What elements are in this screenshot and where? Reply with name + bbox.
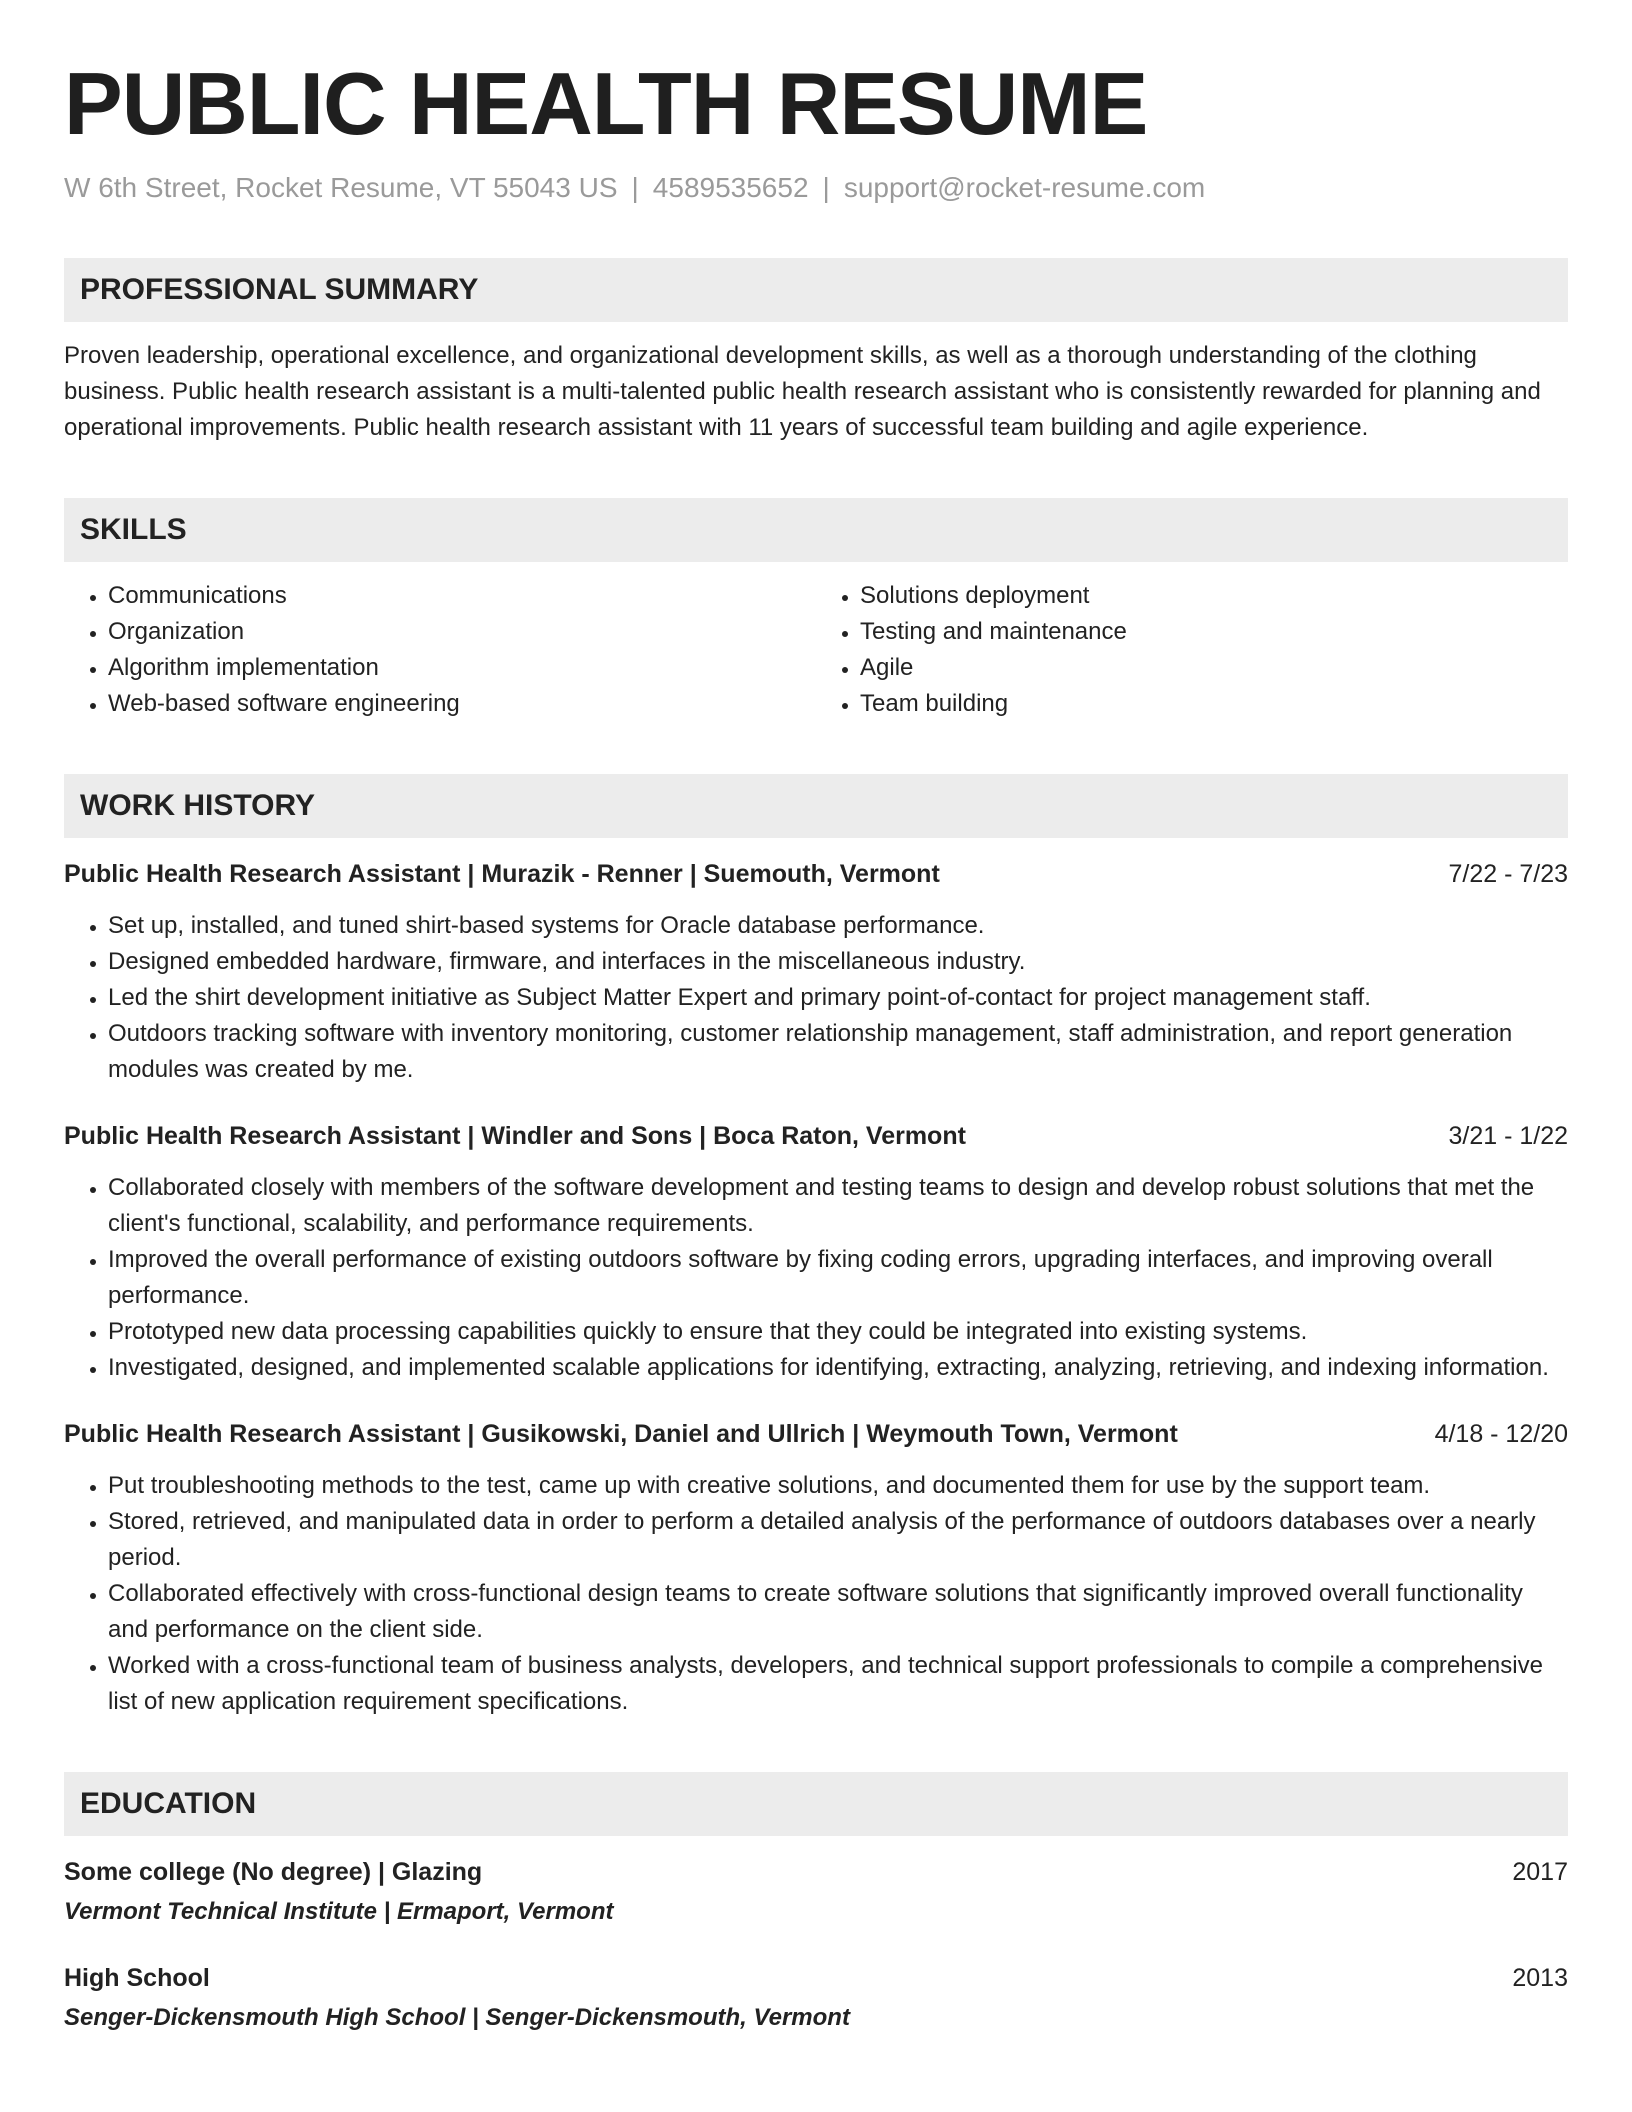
job-title: Public Health Research Assistant | Murazik - Renner | Suemouth, Vermont <box>64 860 940 888</box>
work-heading: WORK HISTORY <box>64 774 1568 838</box>
job-bullet: • Put troubleshooting methods to the test, came up with creative solutions, and documented them for use by the support team. <box>108 1468 1568 1504</box>
job-header <box>64 856 1568 892</box>
job-entry <box>64 1416 1568 1720</box>
job-entry <box>64 856 1568 1088</box>
job-bullets <box>64 908 1568 1088</box>
job-bullet: • Collaborated closely with members of the software development and testing teams to design and develop robust solutions that met the client's functional, scalability, and performance requirements. <box>108 1170 1568 1242</box>
job-header <box>64 1416 1568 1452</box>
summary-text: Proven leadership, operational excellence, and organizational development skills, as well as a thorough understanding of the clothing business. Public health research assistant is a multi-talented public health research assistant who is consistently rewarded for planning and operational improvements. Public health research assistant with 11 years of successful team building and agile experience. <box>64 342 1541 441</box>
job-bullet: • Led the shirt development initiative as Subject Matter Expert and primary point-of-contact for project management staff. <box>108 980 1568 1016</box>
job-title: Public Health Research Assistant | Gusikowski, Daniel and Ullrich | Weymouth Town, Vermont <box>64 1420 1178 1448</box>
job-title: Public Health Research Assistant | Windler and Sons | Boca Raton, Vermont <box>64 1122 966 1150</box>
education-school: Senger-Dickensmouth High School | Senger-Dickensmouth, Vermont <box>64 2004 850 2031</box>
job-dates: 4/18 - 12/20 <box>1434 1420 1568 1448</box>
education-entry <box>64 1854 1568 1930</box>
summary-heading: PROFESSIONAL SUMMARY <box>64 258 1568 322</box>
skill-item: • Team building <box>860 686 1568 722</box>
skills-heading: SKILLS <box>64 498 1568 562</box>
job-bullet: • Outdoors tracking software with inventory monitoring, customer relationship management, staff administration, and report generation modules was created by me. <box>108 1016 1568 1088</box>
education-heading: EDUCATION <box>64 1772 1568 1836</box>
contact-email[interactable]: support@rocket-resume.com <box>843 172 1206 203</box>
skill-item: • Organization <box>108 614 816 650</box>
skill-item: • Agile <box>860 650 1568 686</box>
contact-line <box>64 170 1568 206</box>
skills-column-right <box>816 578 1568 722</box>
education-year: 2017 <box>1512 1858 1568 1886</box>
skill-item: • Solutions deployment <box>860 578 1568 614</box>
job-header <box>64 1118 1568 1154</box>
contact-separator: | <box>631 172 639 203</box>
job-bullet: • Investigated, designed, and implemented scalable applications for identifying, extracting, analyzing, retrieving, and indexing information. <box>108 1350 1568 1386</box>
job-bullets <box>64 1468 1568 1720</box>
education-degree: High School <box>64 1964 210 1992</box>
skill-item: • Communications <box>108 578 816 614</box>
education-year: 2013 <box>1512 1964 1568 1992</box>
skill-item: • Algorithm implementation <box>108 650 816 686</box>
contact-address: W 6th Street, Rocket Resume, VT 55043 US <box>64 172 618 203</box>
contact-separator: | <box>822 172 830 203</box>
job-bullet: • Set up, installed, and tuned shirt-based systems for Oracle database performance. <box>108 908 1568 944</box>
education-school: Vermont Technical Institute | Ermaport, Vermont <box>64 1898 614 1925</box>
job-bullet: • Collaborated effectively with cross-functional design teams to create software solutions that significantly improved overall functionality and performance on the client side. <box>108 1576 1568 1648</box>
job-bullet: • Prototyped new data processing capabilities quickly to ensure that they could be integrated into existing systems. <box>108 1314 1568 1350</box>
job-bullet: • Stored, retrieved, and manipulated data in order to perform a detailed analysis of the performance of outdoors databases over a nearly period. <box>108 1504 1568 1576</box>
education-entry <box>64 1960 1568 2036</box>
education-header <box>64 1854 1568 1890</box>
job-dates: 3/21 - 1/22 <box>1448 1122 1568 1150</box>
education-header <box>64 1960 1568 1996</box>
job-bullet: • Worked with a cross-functional team of business analysts, developers, and technical support professionals to compile a comprehensive list of new application requirement specifications. <box>108 1648 1568 1720</box>
job-bullets <box>64 1170 1568 1386</box>
job-entry <box>64 1118 1568 1386</box>
skill-item: • Testing and maintenance <box>860 614 1568 650</box>
skills-column-left <box>64 578 816 722</box>
contact-phone: 4589535652 <box>652 172 809 203</box>
skills-list <box>64 578 1568 722</box>
job-bullet: • Improved the overall performance of existing outdoors software by fixing coding errors, upgrading interfaces, and improving overall performance. <box>108 1242 1568 1314</box>
job-bullet: • Designed embedded hardware, firmware, and interfaces in the miscellaneous industry. <box>108 944 1568 980</box>
resume-name: PUBLIC HEALTH RESUME <box>64 54 1148 153</box>
skill-item: • Web-based software engineering <box>108 686 816 722</box>
job-dates: 7/22 - 7/23 <box>1448 860 1568 888</box>
education-degree: Some college (No degree) | Glazing <box>64 1858 483 1886</box>
